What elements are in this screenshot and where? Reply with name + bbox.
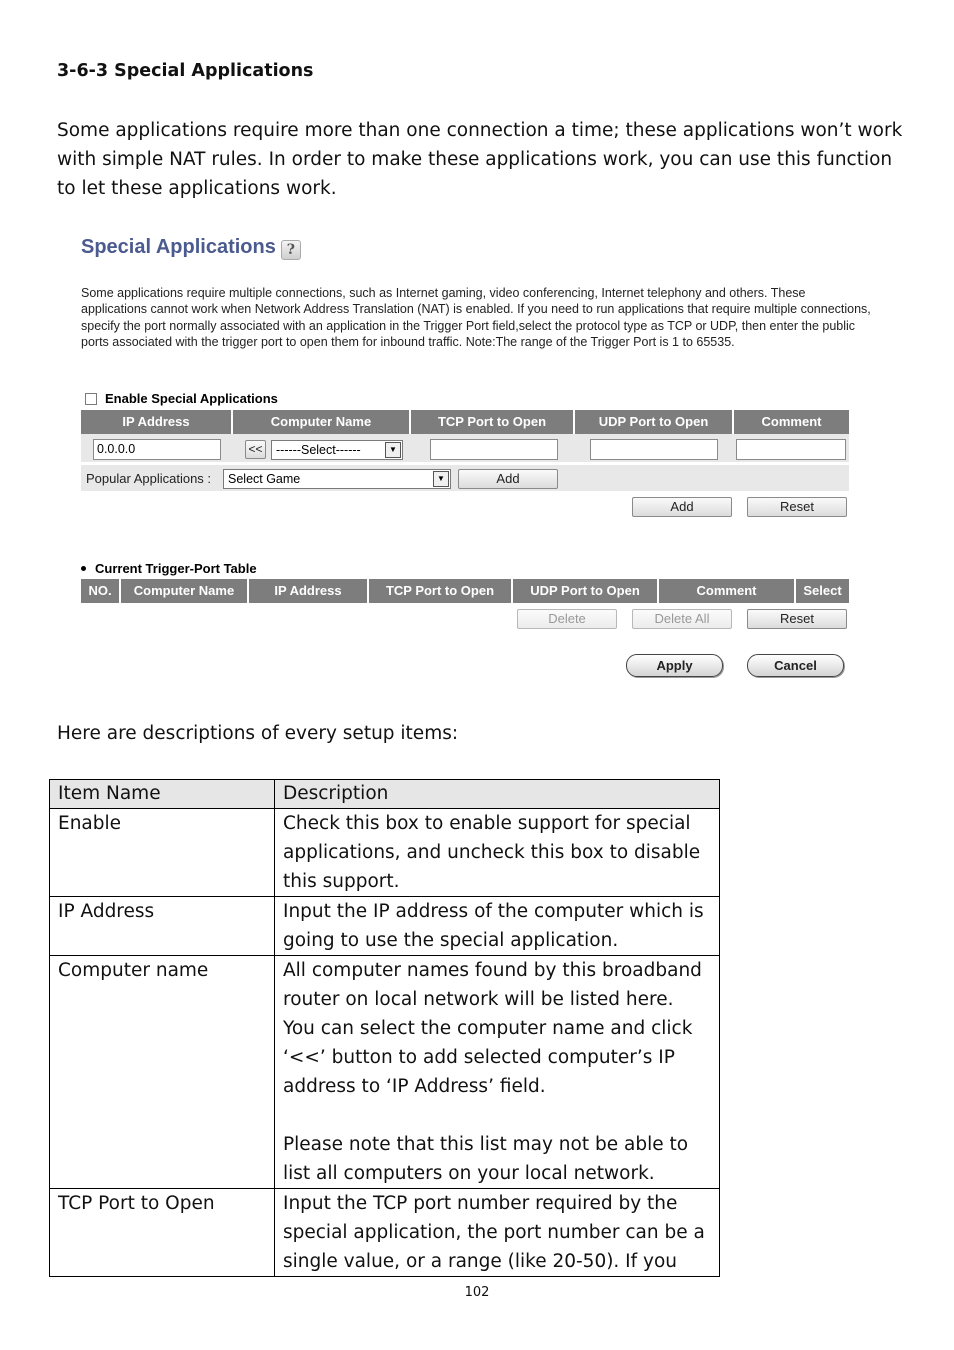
delete-all-button[interactable]: Delete All (632, 609, 732, 629)
header-tcp-port: TCP Port to Open (411, 410, 575, 434)
page-number: 102 (464, 1285, 490, 1300)
table-row (50, 1189, 720, 1277)
item-description: Input the TCP port number required by the special application, the port number can be a single value, or a range (like 20-50). If you (275, 1189, 720, 1277)
bullet-icon (81, 566, 86, 571)
screenshot-title (81, 234, 301, 260)
screenshot-title-text: Special Applications (81, 235, 276, 258)
trigger-header-ip-address: IP Address (249, 579, 369, 603)
enable-checkbox[interactable] (85, 393, 97, 405)
apply-button[interactable]: Apply (626, 654, 723, 677)
header-ip-address: IP Address (81, 410, 233, 434)
descriptions-intro: Here are descriptions of every setup items: (57, 723, 459, 744)
section-heading: 3-6-3 Special Applications (57, 61, 314, 81)
item-name: Enable (50, 809, 275, 897)
delete-button[interactable]: Delete (517, 609, 617, 629)
game-select-value: Select Game (228, 472, 301, 486)
header-description: Description (275, 780, 720, 809)
trigger-header-no: NO. (81, 579, 121, 603)
trigger-header-select: Select (796, 579, 849, 603)
chevron-down-icon: ▼ (385, 442, 401, 458)
udp-port-input[interactable] (590, 439, 718, 460)
header-udp-port: UDP Port to Open (575, 410, 734, 434)
item-name: TCP Port to Open (50, 1189, 275, 1277)
intro-paragraph: Some applications require more than one connection a time; these applications won’t work with simple NAT rules. In order to make these applications work, you can use this function to let these applications work. (57, 120, 903, 199)
popular-add-button[interactable]: Add (458, 469, 558, 489)
trigger-header-computer-name: Computer Name (121, 579, 249, 603)
trigger-reset-button[interactable]: Reset (747, 609, 847, 629)
header-computer-name: Computer Name (233, 410, 411, 434)
table-row (50, 809, 720, 897)
popular-game-select[interactable] (223, 469, 451, 489)
description-table (49, 779, 720, 1277)
trigger-table-title (81, 561, 257, 576)
chevron-down-icon: ▼ (433, 471, 449, 487)
table-header-row (50, 780, 720, 809)
item-name: IP Address (50, 897, 275, 956)
computer-select-value: ------Select------ (276, 443, 361, 457)
comment-input[interactable] (736, 439, 846, 460)
trigger-header-comment: Comment (659, 579, 796, 603)
item-description-cell (275, 956, 720, 1189)
tcp-port-input[interactable] (430, 439, 558, 460)
special-applications-screenshot (81, 230, 871, 690)
item-description-note: Please note that this list may not be able to list all computers on your local network. (283, 1134, 689, 1184)
ip-address-input[interactable]: 0.0.0.0 (93, 439, 221, 460)
copy-ip-button[interactable]: << (245, 440, 266, 459)
enable-label: Enable Special Applications (105, 391, 278, 406)
cancel-button[interactable]: Cancel (747, 654, 844, 677)
computer-name-select[interactable] (271, 440, 403, 460)
add-button[interactable]: Add (632, 497, 732, 517)
table-row (50, 897, 720, 956)
item-description: Check this box to enable support for special applications, and uncheck this box to disable this support. (275, 809, 720, 897)
header-item-name: Item Name (50, 780, 275, 809)
popular-applications-label: Popular Applications : (86, 471, 212, 486)
header-comment: Comment (734, 410, 849, 434)
item-description: Input the IP address of the computer which is going to use the special application. (275, 897, 720, 956)
table-row (50, 956, 720, 1189)
trigger-table-title-text: Current Trigger-Port Table (95, 561, 257, 576)
help-icon[interactable]: ? (281, 240, 301, 260)
screenshot-description: Some applications require multiple connections, such as Internet gaming, video conferencing, Internet telephony and others. These applications cannot work when Network Address Translation (NAT) is enabled. If you need to run applications that require multiple connections, specify the port normally associated with an application in the Trigger Port field,select the protocol type as TCP or UDP, then enter the public ports associated with the trigger port to open them for inbound traffic. Note:The range of the Trigger Port is 1 to 65535. (81, 286, 871, 349)
item-name: Computer name (50, 956, 275, 1189)
trigger-header-tcp-port: TCP Port to Open (369, 579, 513, 603)
item-description: All computer names found by this broadband router on local network will be listed here. You can select the computer name and click ‘<<’ button to add selected computer’s IP address to ‘IP Address’ field. (283, 960, 702, 1097)
enable-row (85, 391, 278, 406)
trigger-header-udp-port: UDP Port to Open (513, 579, 659, 603)
reset-button[interactable]: Reset (747, 497, 847, 517)
